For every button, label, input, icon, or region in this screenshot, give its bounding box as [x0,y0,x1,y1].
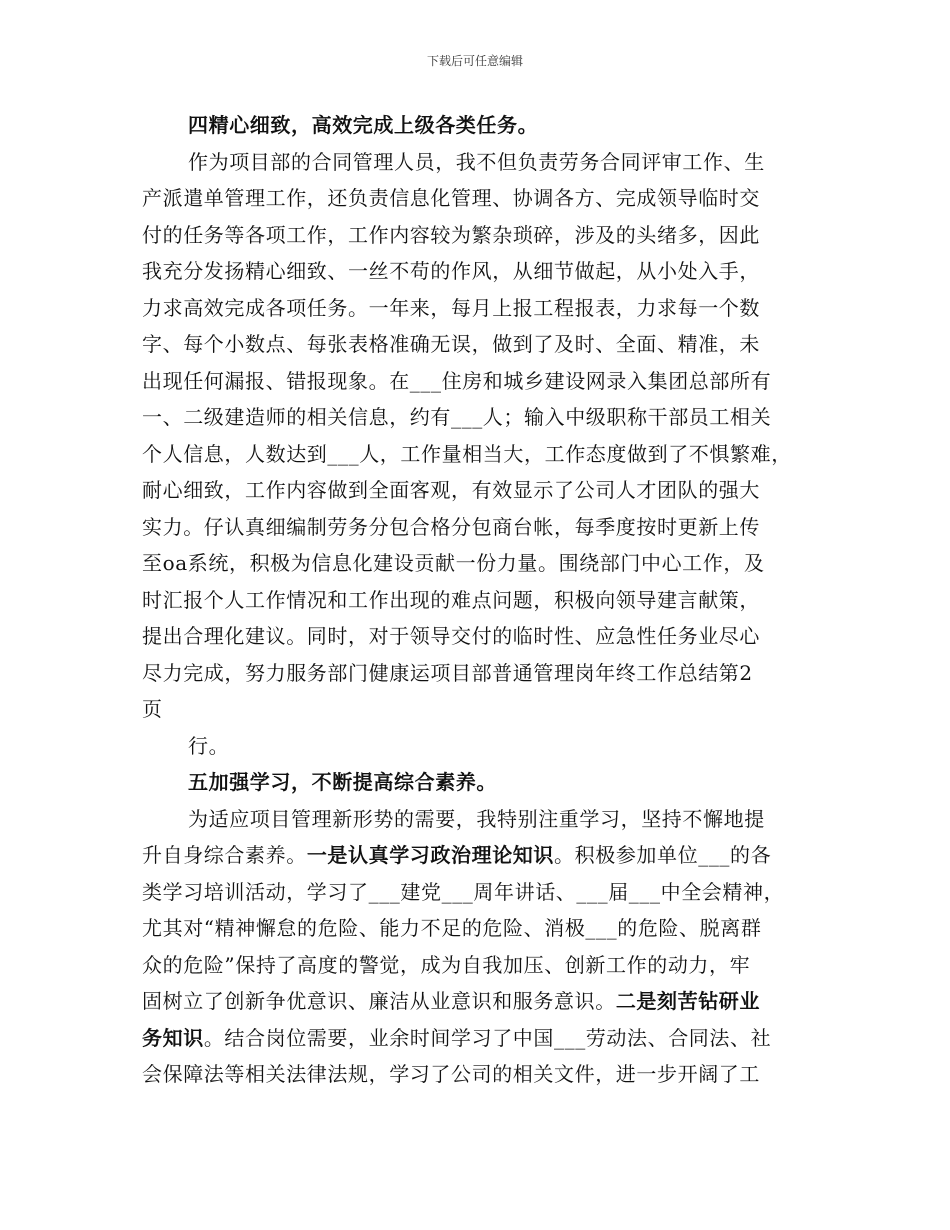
paragraph-line: 实力。仔认真细编制劳务分包合格分包商台帐，每季度按时更新上传 [142,514,760,539]
paragraph-line: 页 [142,697,163,721]
paragraph-line: 个人信息，人数达到___人，工作量相当大，工作态度做到了不惧繁难， [142,441,792,466]
paragraph-line: 会保障法等相关法律法规，学习了公司的相关文件，进一步开阔了工 [142,1062,760,1086]
paragraph-line: 出现任何漏报、错报现象。在___住房和城乡建设网录入集团总部所有 [142,368,772,393]
paragraph-tail: 行。 [188,733,230,758]
paragraph-text: 。积极参加单位___的各 [554,843,772,867]
section-4-paragraph [142,144,810,765]
document-body [142,107,810,1093]
paragraph-line: 为适应项目管理新形势的需要，我特别注重学习，坚持不懈地提 [188,806,765,831]
paragraph-line [142,983,810,1020]
paragraph-line: 作为项目部的合同管理人员，我不但负责劳务合同评审工作、生 [188,149,765,174]
paragraph-line: 一、二级建造师的相关信息，约有___人；输入中级职称干部员工相关 [142,405,772,429]
paragraph-line: 付的任务等各项工作，工作内容较为繁杂琐碎，涉及的头绪多，因此 [142,222,760,247]
paragraph-line: 耐心细致，工作内容做到全面客观，有效显示了公司人才团队的强大 [142,478,760,502]
bold-subheading: 一是认真学习政治理论知识 [306,843,555,867]
paragraph-line: 尽力完成，努力服务部门健康运项目部普通管理岗年终工作总结第2 [142,660,753,685]
section-5-heading: 五加强学习，不断提高综合素养。 [188,770,497,794]
paragraph-text: 升自身综合素养。 [142,843,307,867]
paragraph-line: 类学习培训活动，学习了___建党___周年讲话、___届___中全会精神， [142,879,785,904]
paragraph-line: 字、每个小数点、每张表格准确无误，做到了及时、全面、精准，未 [142,332,760,356]
page-header: 下载后可任意编辑 [426,54,523,68]
paragraph-line [142,837,810,874]
paragraph-line: 我充分发扬精心细致、一丝不苟的作风，从细节做起，从小处入手， [142,259,760,283]
bold-subheading: 务知识 [142,1025,204,1050]
paragraph-line: 尤其对“精神懈怠的危险、能力不足的危险、消极___的危险、脱离群 [142,916,762,940]
section-5-paragraph [142,801,810,1093]
paragraph-line: 时汇报个人工作情况和工作出现的难点问题，积极向领导建言献策， [142,587,760,612]
bold-subheading: 二是刻苦钻研业 [615,989,761,1013]
paragraph-line: 产派遣单管理工作，还负责信息化管理、协调各方、完成领导临时交 [142,186,760,210]
section-4-heading: 四精心细致，高效完成上级各类任务。 [188,113,539,137]
paragraph-line: 力求高效完成各项任务。一年来，每月上报工程报表，力求每一个数 [142,295,760,320]
paragraph-line [142,1020,810,1057]
paragraph-text: 固树立了创新争优意识、廉洁从业意识和服务意识。 [142,989,616,1013]
paragraph-line: 众的危险”保持了高度的警觉，成为自我加压、创新工作的动力，牢 [142,952,751,977]
paragraph-text: 。结合岗位需要，业余时间学习了中国___劳动法、合同法、社 [203,1025,772,1050]
paragraph-line: 至oa系统，积极为信息化建设贡献一份力量。围绕部门中心工作，及 [142,551,765,575]
paragraph-line: 提出合理化建议。同时，对于领导交付的临时性、应急性任务业尽心 [142,624,760,648]
